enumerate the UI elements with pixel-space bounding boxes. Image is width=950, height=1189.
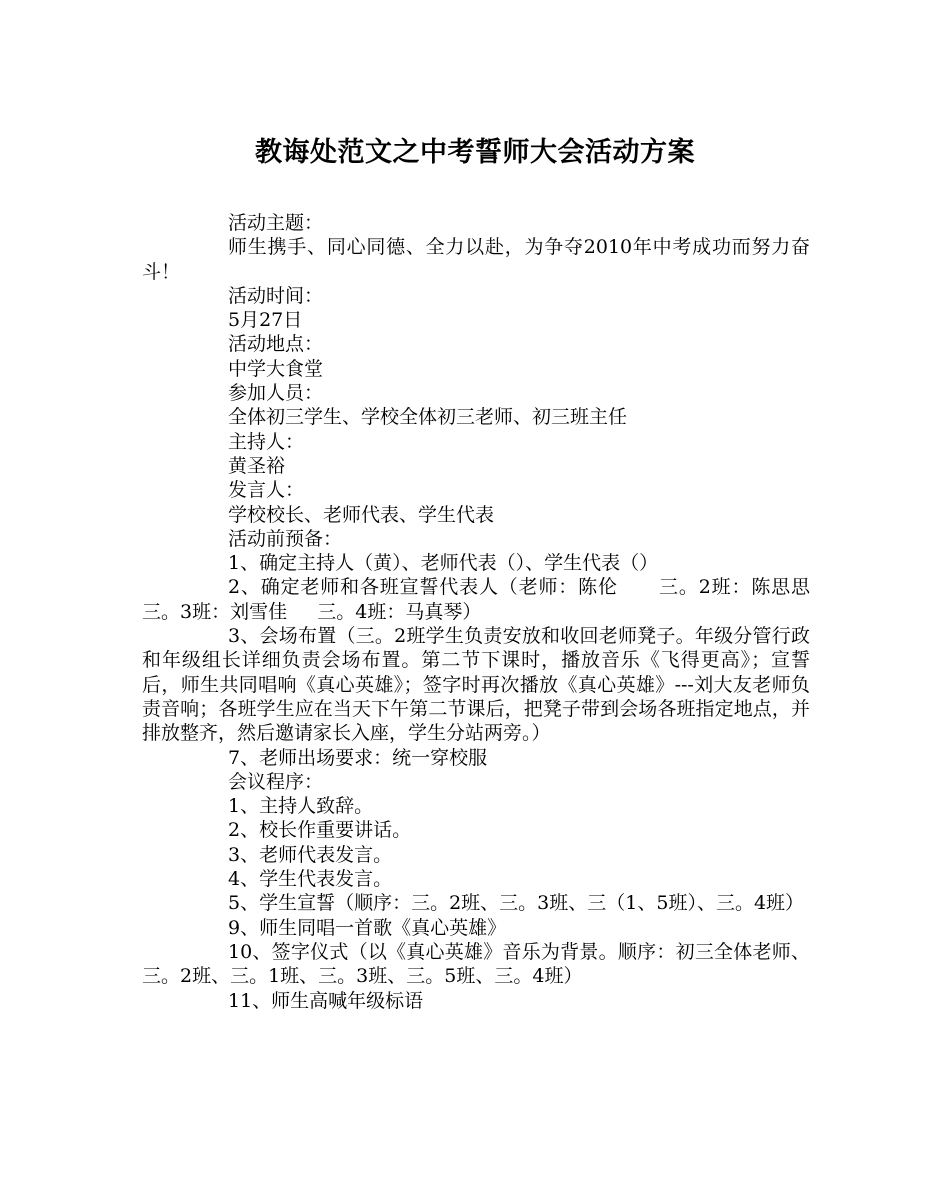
- paragraph-theme-heading: 活动主题：: [228, 212, 324, 234]
- paragraph-host: 黄圣裕: [228, 454, 286, 477]
- paragraph-agenda-heading: 会议程序：: [228, 770, 324, 793]
- paragraph-agenda-item: 11、师生高喊年级标语: [228, 989, 424, 1012]
- paragraph-participants-heading: 参加人员：: [228, 382, 324, 405]
- document-title: 教诲处范文之中考誓师大会活动方案: [255, 137, 695, 168]
- paragraph-prep-item: 3、会场布置（三。2班学生负责安放和收回老师凳子。年级分管行政和年级组长详细负责会场布置。第二节下课时，播放音乐《飞得更高》；宣誓后，师生共同唱响《真心英雄》；签字时再次播放《真心英雄》---刘大友老师负责音响；各班学生应在当天下午第二节课后，把凳子带到会场各班指定地点，并排放整齐，然后邀请家长入座，学生分站两旁。）: [142, 625, 810, 745]
- paragraph-speakers: 学校校长、老师代表、学生代表: [228, 503, 495, 526]
- paragraph-prep-item: 7、老师出场要求：统一穿校服: [228, 746, 488, 769]
- paragraph-theme: 师生携手、同心同德、全力以赴，为争夺2010年中考成功而努力奋斗！: [142, 236, 810, 283]
- paragraph-agenda-item: 1、主持人致辞。: [228, 795, 374, 818]
- paragraph-preparation-heading: 活动前预备：: [228, 527, 343, 550]
- paragraph-agenda-item: 5、学生宣誓（顺序：三。2班、三。3班、三（1、5班）、三。4班）: [228, 892, 805, 915]
- paragraph-time-heading: 活动时间：: [228, 284, 324, 307]
- paragraph-agenda-item: 3、老师代表发言。: [228, 843, 393, 866]
- paragraph-time: 5月27日: [228, 309, 303, 332]
- paragraph-participants: 全体初三学生、学校全体初三老师、初三班主任: [228, 406, 628, 429]
- paragraph-agenda-item: 2、校长作重要讲话。: [228, 819, 412, 842]
- paragraph-speakers-heading: 发言人：: [228, 479, 305, 502]
- paragraph-prep-item: 2、确定老师和各班宣誓代表人（老师：陈伦 三。2班：陈思思 三。3班：刘雪佳 三。4班：马真琴）: [142, 576, 853, 623]
- paragraph-agenda-item: 4、学生代表发言。: [228, 868, 393, 891]
- paragraph-prep-item: 1、确定主持人（黄）、老师代表（）、学生代表（）: [228, 552, 659, 575]
- paragraph-location-heading: 活动地点：: [228, 333, 324, 356]
- paragraph-location: 中学大食堂: [228, 357, 324, 380]
- paragraph-agenda-item: 10、签字仪式（以《真心英雄》音乐为背景。顺序：初三全体老师、三。2班、三。1班、三。3班、三。5班、三。4班）: [142, 940, 810, 988]
- document-body: [142, 211, 853, 1013]
- paragraph-host-heading: 主持人：: [228, 430, 305, 453]
- paragraph-agenda-item: 9、师生同唱一首歌《真心英雄》: [228, 916, 507, 939]
